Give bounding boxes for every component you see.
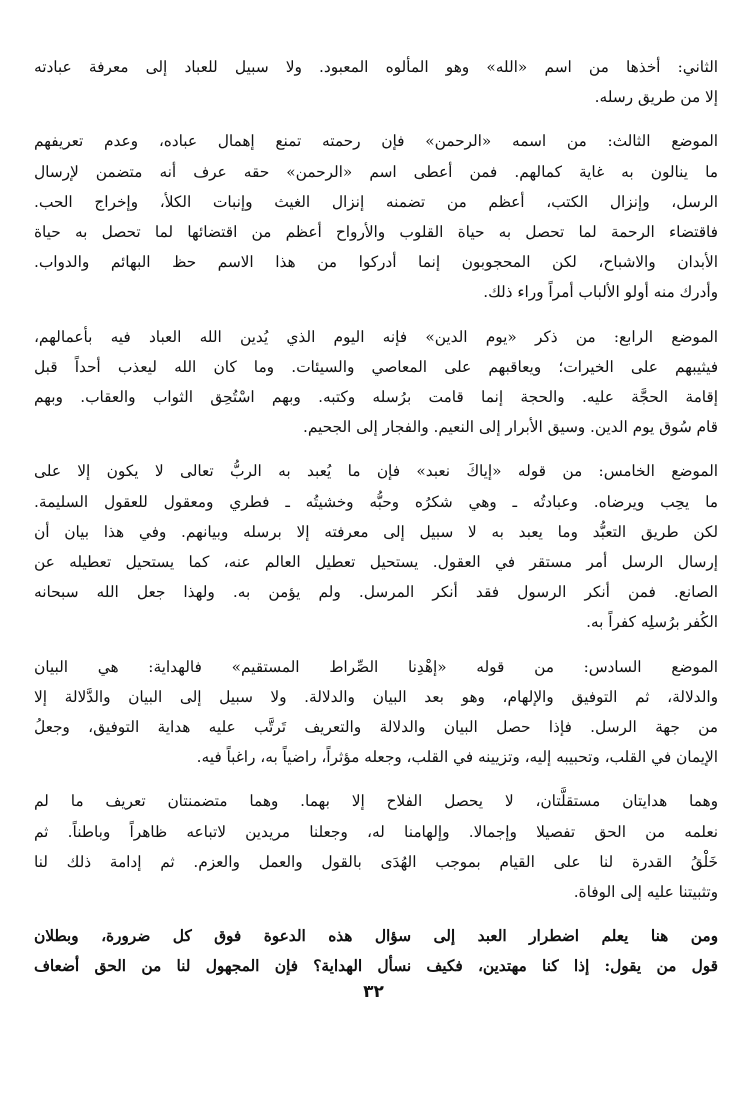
text-line: الموضع السادس: من قوله «إهْدِنا الصِّراط المستقيم» فالهداية: هي البيان xyxy=(34,657,718,676)
text-line: الثاني: أخذها من اسم «الله» وهو المألوه المعبود. ولا سبيل للعباد إلى معرفة عبادته xyxy=(34,58,718,76)
paragraph-1 xyxy=(34,52,718,112)
text-line: لكن طريق التعبُّد وما يعبد به لا سبيل إلى معرفته إلا برسله وبيانهم. وفي هذا بيان أن xyxy=(34,522,718,541)
text-line: من جهة الرسل. فإذا حصل البيان والدلالة والتعريف تَرتَّب عليه هداية التوفيق، وجعلُ xyxy=(34,718,718,737)
text-line: إرسال الرسل أمر مستقر في العقول. يستحيل تعطيل العالم عنه، كما يستحيل تعطيله عن xyxy=(34,553,718,572)
text-line: وهما هدايتان مستقلَّتان، لا يحصل الفلاح إلا بهما. وهما متضمنتان تعريف ما لم xyxy=(34,792,718,811)
text-line: فيثيبهم على الخيرات؛ ويعاقبهم على المعاصي والسيئات. وما كان الله ليعذب أحداً قبل xyxy=(34,357,718,376)
text-line: الأبدان والاشباح، لكن المحجوبون إنما أدركوا من هذا الاسم حظ البهائم والدواب. xyxy=(34,253,718,272)
page-number: ٣٢ xyxy=(363,982,384,1002)
text-line: ما يحِب ويرضاه. وعبادتُه ـ وهي شكرُه وحبُّه وخشيتُه ـ فطري ومعقول للعقول السليمة. xyxy=(34,492,718,511)
text-line: الكُفر برُسلِه كفراً به. xyxy=(586,613,718,632)
text-line: وأدرك منه أولو الألباب أمراً وراء ذلك. xyxy=(483,283,718,302)
text-line: قام سُوق يوم الدين. وسيق الأبرار إلى النعيم. والفجار إلى الجحيم. xyxy=(302,418,718,437)
paragraph-3 xyxy=(34,322,718,443)
text-line: الموضع الرابع: من ذكر «يوم الدين» فإنه اليوم الذي يُدين الله العباد فيه بأعمالهم، xyxy=(34,327,718,346)
paragraph-6 xyxy=(34,786,718,907)
paragraph-2 xyxy=(34,126,718,307)
paragraph-4 xyxy=(34,456,718,637)
text-line: الموضع الثالث: من اسمه «الرحمن» فإن رحمته تمنع إهمال عباده، وعدم تعريفهم xyxy=(34,132,718,151)
text-line: الإيمان في القلب، وتحبيبه إليه، وتزيينه في القلب، وجعله مؤثراً، راضياً به، راغباً فيه. xyxy=(196,748,718,767)
text-line: خَلْقُ القدرة لنا على القيام بموجب الهُدَى بالقول والعمل والعزم. ثم إدامة ذلك لنا xyxy=(34,852,718,871)
text-line: نعلمه من الحق تفصيلا وإجمالا. وإلهامنا له، وجعلنا مريدين لاتباعه ظاهراً وباطناً. ثم xyxy=(34,822,718,841)
paragraph-7 xyxy=(34,921,718,981)
text-line: قول من يقول: إذا كنا مهتدين، فكيف نسأل الهداية؟ فإن المجهول لنا من الحق أضعاف xyxy=(34,957,718,976)
text-line: إلا من طريق رسله. xyxy=(594,88,718,107)
text-line: وتثبيتنا عليه إلى الوفاة. xyxy=(573,883,718,902)
text-line: إقامة الحجَّة عليه. والحجة إنما قامت برُسله وكتبه. وبهم اسْتُحِق الثواب والعقاب. وبهم xyxy=(34,388,718,407)
text-line: الموضع الخامس: من قوله «إياكَ نعبد» فإن ما يُعبد به الربُّ تعالى لا يكون إلا على xyxy=(34,462,718,481)
text-line: ومن هنا يعلم اضطرار العبد إلى سؤال هذه الدعوة فوق كل ضرورة، وبطلان xyxy=(34,927,718,946)
text-line: فاقتضاء الرحمة لما تحصل به حياة القلوب والأرواح أعظم من اقتضائها لما تحصل به حياة xyxy=(34,223,718,242)
text-line: الرسل، وإنزال الكتب، أعظم من تضمنه إنزال الغيث وإنبات الكلأ، وإخراج الحب. xyxy=(34,192,718,211)
text-line: الصانع. فمن أنكر الرسول فقد أنكر المرسل. ولم يؤمن به. ولهذا جعل الله سبحانه xyxy=(34,583,718,602)
paragraph-5 xyxy=(34,652,718,773)
text-line: ما ينالون به غاية كمالهم. فمن أعطى اسم «الرحمن» حقه عرف أنه متضمن لإرسال xyxy=(34,162,718,181)
text-line: والدلالة، ثم التوفيق والإلهام، وهو بعد البيان والدلالة. ولا سبيل إلى البيان والدَّلالة إلا xyxy=(34,687,718,706)
page-body xyxy=(34,52,718,996)
